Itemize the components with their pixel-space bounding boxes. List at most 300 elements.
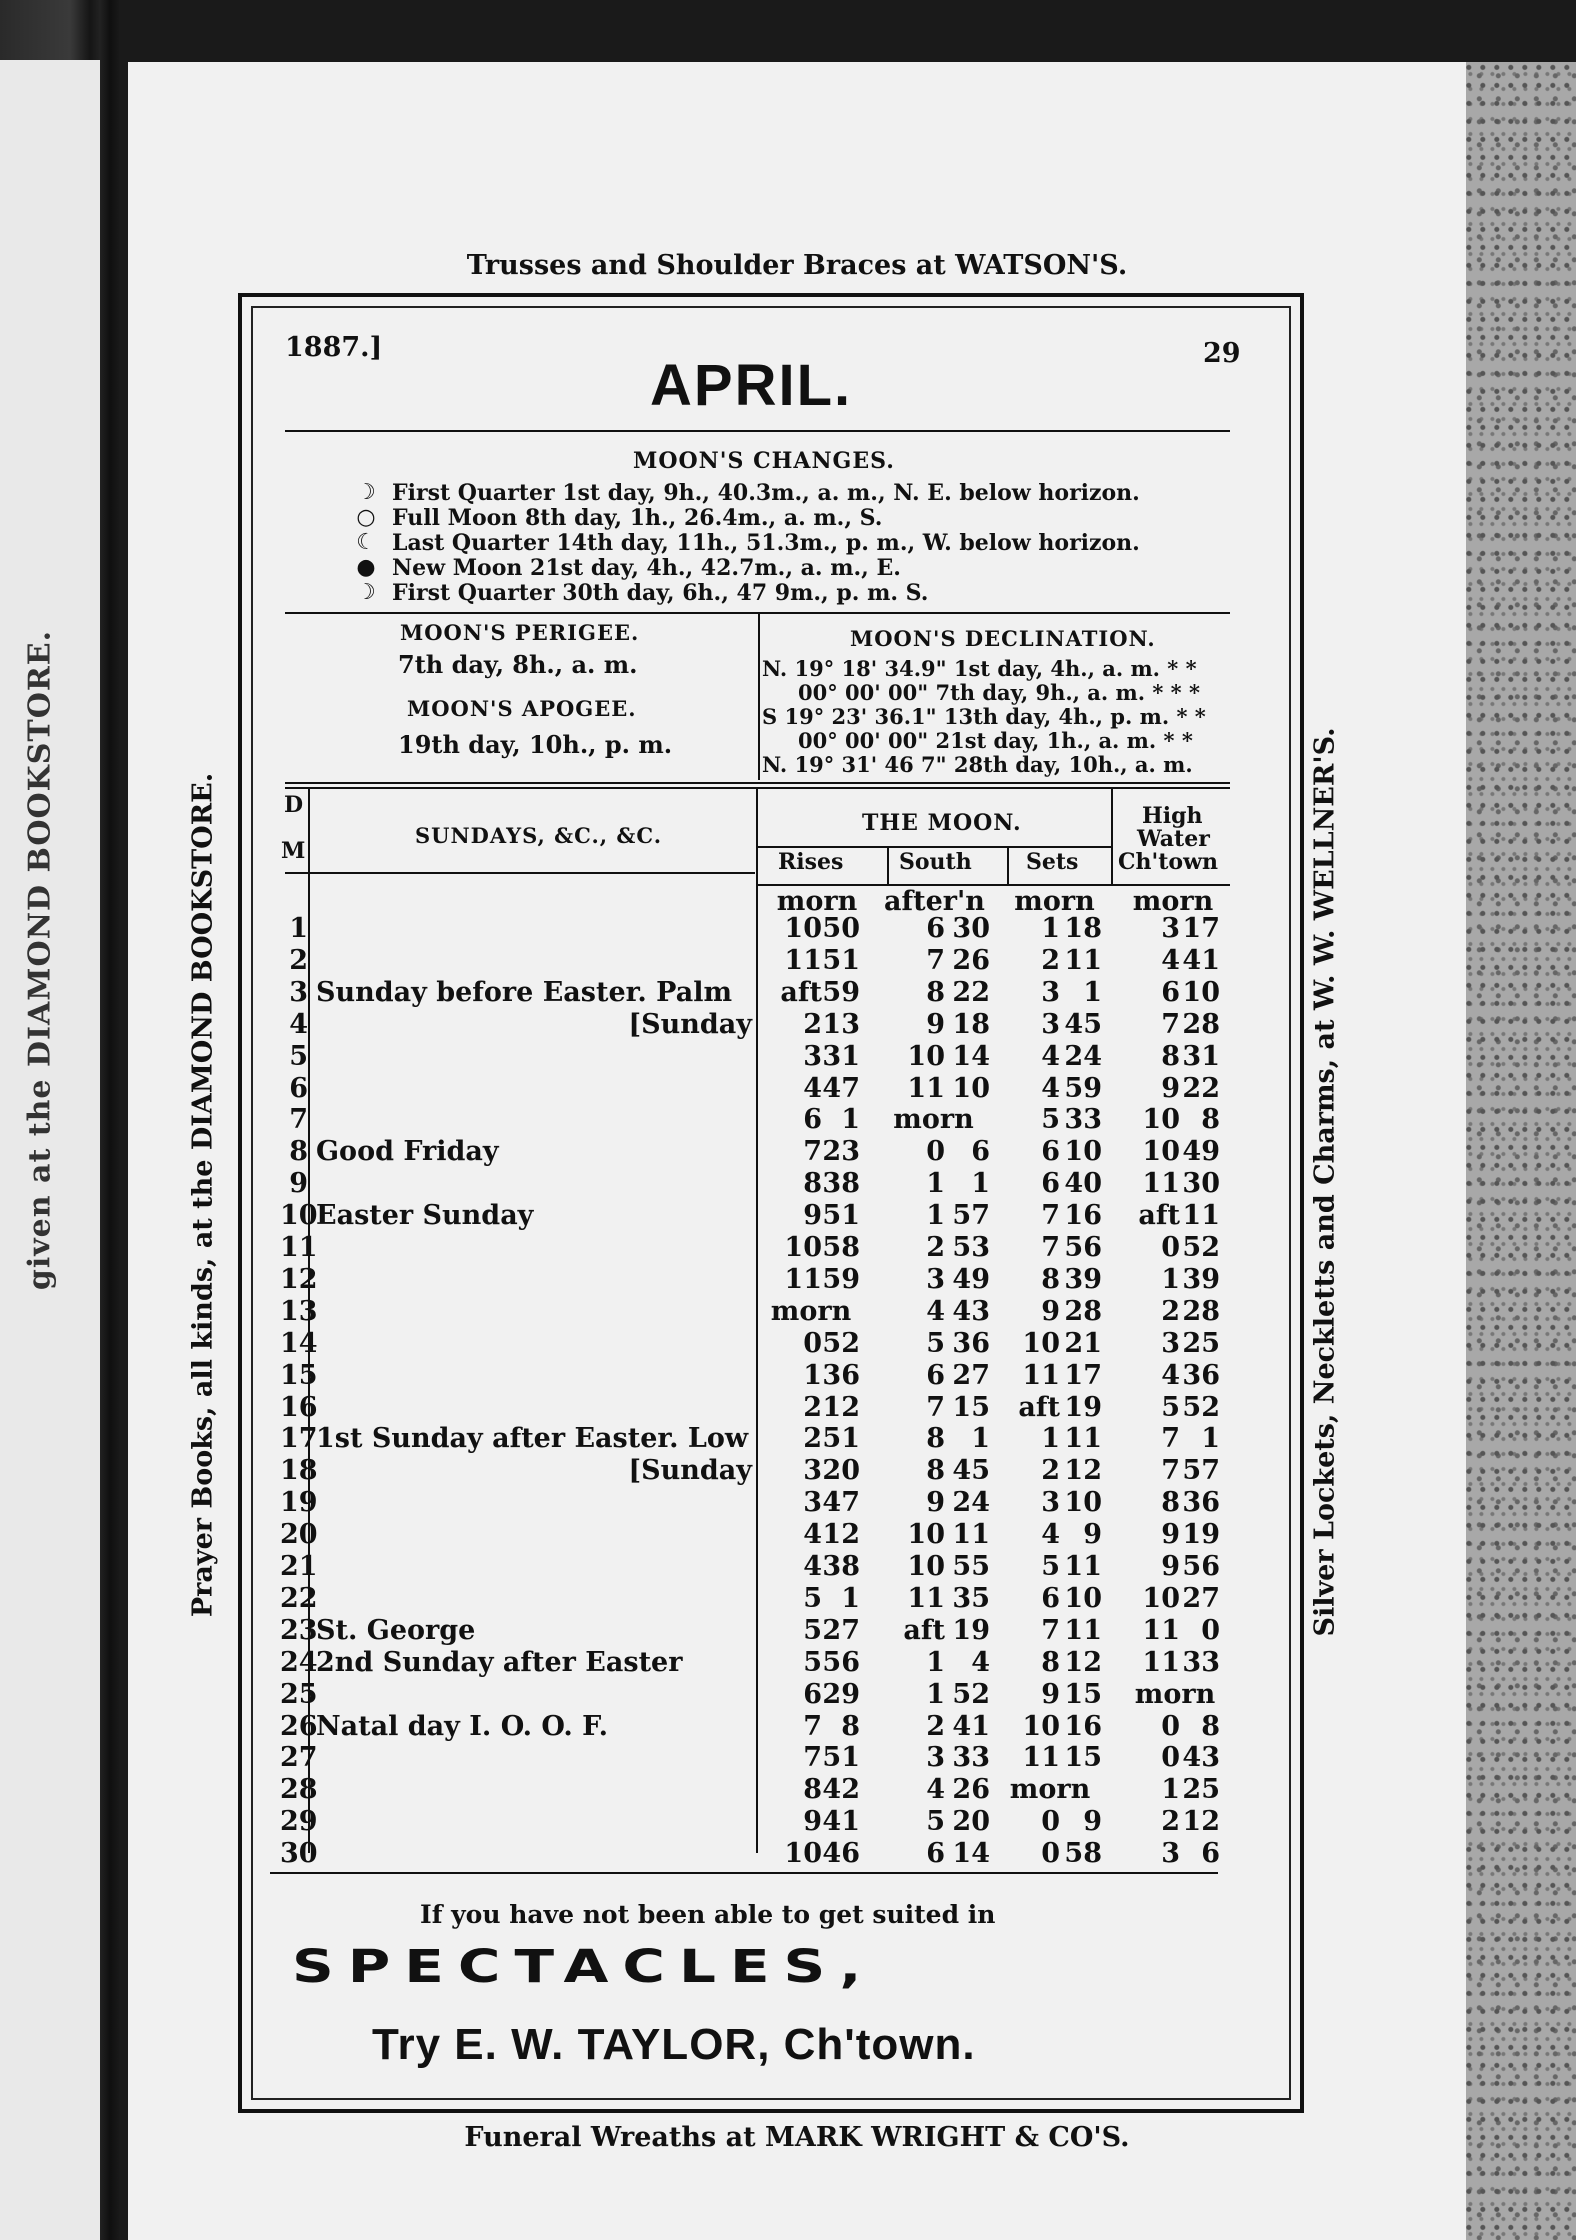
south-hour: 6 — [926, 1360, 945, 1391]
rises-minute: 29 — [822, 1679, 860, 1710]
top-advertisement: Trusses and Shoulder Braces at WATSON'S. — [466, 250, 1128, 281]
rises-minute: 47 — [822, 1073, 860, 1104]
previous-page-edge — [0, 60, 100, 2240]
rises-minute: 51 — [822, 1742, 860, 1773]
south-hour: 2 — [926, 1232, 945, 1263]
south-hour: 8 — [926, 1423, 945, 1454]
sets-hour: 2 — [1041, 1455, 1060, 1486]
rule-under-table — [270, 1872, 1218, 1874]
south-hour: 3 — [926, 1742, 945, 1773]
left-advertisement: Prayer Books, all kinds, at the DIAMOND BOOKSTORE. — [187, 772, 219, 1618]
rises-hour: 9 — [803, 1806, 822, 1837]
rises-hour: 4 — [803, 1551, 822, 1582]
sets-hour: 10 — [1022, 1328, 1060, 1359]
south-hour: 8 — [926, 977, 945, 1008]
day-number: 22 — [280, 1583, 318, 1614]
sets-minute: 10 — [1064, 1136, 1102, 1167]
day-event: 1st Sunday after Easter. Low — [316, 1423, 749, 1454]
sets-hour: 11 — [1022, 1742, 1060, 1773]
rises-minute: 56 — [822, 1647, 860, 1678]
apogee-heading: MOON'S APOGEE. — [407, 696, 637, 721]
hw-minute: 25 — [1182, 1328, 1220, 1359]
sets-hour: 4 — [1041, 1041, 1060, 1072]
south-sets-divider — [1007, 848, 1009, 885]
south-minute: 35 — [952, 1583, 990, 1614]
hw-hour: 7 — [1161, 1009, 1180, 1040]
sets-minute: 24 — [1064, 1041, 1102, 1072]
last-quarter-icon: ☾ — [356, 530, 376, 555]
hw-hour: 10 — [1142, 1136, 1180, 1167]
hw-hour: 1 — [1161, 1774, 1180, 1805]
hw-minute: 28 — [1182, 1009, 1220, 1040]
south-minute: 45 — [952, 1455, 990, 1486]
hw-minute: 10 — [1182, 977, 1220, 1008]
hw-minute: 19 — [1182, 1519, 1220, 1550]
spectacles-headline: SPECTACLES, — [292, 1940, 876, 1994]
hw-minute: 41 — [1182, 945, 1220, 976]
hw-minute: 52 — [1182, 1392, 1220, 1423]
south-minute: 33 — [952, 1742, 990, 1773]
south-hour: 7 — [926, 945, 945, 976]
hw-minute: 56 — [1182, 1551, 1220, 1582]
day-number: 17 — [280, 1423, 318, 1454]
rises-hour: 4 — [803, 1519, 822, 1550]
rises-minute: 47 — [822, 1487, 860, 1518]
south-minute: 4 — [971, 1647, 990, 1678]
south-hour: 1 — [926, 1200, 945, 1231]
rises-minute: 38 — [822, 1168, 860, 1199]
rises-hour: 11 — [784, 945, 822, 976]
day-number: 16 — [280, 1392, 318, 1423]
sets-minute: 17 — [1064, 1360, 1102, 1391]
hw-minute: 28 — [1182, 1296, 1220, 1327]
south-hour: 11 — [907, 1583, 945, 1614]
first-quarter-icon: ☽ — [356, 480, 376, 505]
hw-minute: 8 — [1201, 1104, 1220, 1135]
sets-minute: 59 — [1064, 1073, 1102, 1104]
hw-hour: 9 — [1161, 1519, 1180, 1550]
rises-minute: 41 — [822, 1806, 860, 1837]
rises-minute: 42 — [822, 1774, 860, 1805]
sets-minute: 21 — [1064, 1328, 1102, 1359]
sets-minute: 9 — [1083, 1519, 1102, 1550]
hw-minute: 22 — [1182, 1073, 1220, 1104]
sets-minute: 45 — [1064, 1009, 1102, 1040]
perigee-heading: MOON'S PERIGEE. — [400, 620, 640, 645]
day-number: 25 — [280, 1679, 318, 1710]
rises-minute: 51 — [822, 1423, 860, 1454]
sets-minute: 11 — [1064, 1551, 1102, 1582]
hw-hour: 3 — [1161, 1838, 1180, 1869]
hw-hour: 1 — [1161, 1264, 1180, 1295]
day-number: 10 — [280, 1200, 318, 1231]
day-number: 8 — [289, 1136, 308, 1167]
sets-hour: 11 — [1022, 1360, 1060, 1391]
day-number: 6 — [289, 1073, 308, 1104]
hw-minute: 25 — [1182, 1774, 1220, 1805]
hw-hour: 5 — [1161, 1392, 1180, 1423]
rises-hour: 5 — [803, 1615, 822, 1646]
day-number: 20 — [280, 1519, 318, 1550]
south-minute: 55 — [952, 1551, 990, 1582]
hw-hour: 10 — [1142, 1104, 1180, 1135]
rises-minute: 13 — [822, 1009, 860, 1040]
day-number: 23 — [280, 1615, 318, 1646]
sets-minute: 28 — [1064, 1296, 1102, 1327]
high-water-heading-1: High — [1142, 803, 1203, 829]
day-event: Natal day I. O. O. F. — [316, 1711, 609, 1742]
the-moon-heading: THE MOON. — [862, 810, 1022, 836]
hw-minute: 36 — [1182, 1360, 1220, 1391]
sets-minute: 10 — [1064, 1487, 1102, 1518]
day-number: 2 — [289, 945, 308, 976]
rises-hour: 1 — [803, 1360, 822, 1391]
south-minute: 24 — [952, 1487, 990, 1518]
sets-hour: 3 — [1041, 1487, 1060, 1518]
south-minute: 20 — [952, 1806, 990, 1837]
rises-minute: 52 — [822, 1328, 860, 1359]
hw-hour: aft — [1138, 1200, 1180, 1231]
hw-minute: 52 — [1182, 1232, 1220, 1263]
sets-hour: 8 — [1041, 1647, 1060, 1678]
hw-hour: 4 — [1161, 945, 1180, 976]
hw-minute: 0 — [1201, 1615, 1220, 1646]
declination-line: S 19° 23' 36.1" 13th day, 4h., p. m. * * — [762, 704, 1206, 729]
sets-hour: 5 — [1041, 1551, 1060, 1582]
rises-hour: 8 — [803, 1774, 822, 1805]
day-number: 5 — [289, 1041, 308, 1072]
rises-minute: 50 — [822, 913, 860, 944]
south-minute: 41 — [952, 1711, 990, 1742]
rises-south-divider — [887, 848, 889, 885]
rule-under-the-moon — [758, 846, 1111, 848]
dm-heading-month: M — [281, 838, 306, 864]
south-minute: 26 — [952, 1774, 990, 1805]
high-water-heading-3: Ch'town — [1118, 849, 1219, 875]
day-number: 30 — [280, 1838, 318, 1869]
day-event: Good Friday — [316, 1136, 499, 1167]
right-advertisement: Silver Lockets, Neckletts and Charms, at W. W. WELLNER'S. — [1309, 727, 1341, 1637]
south-minute: 27 — [952, 1360, 990, 1391]
sets-minute: 16 — [1064, 1711, 1102, 1742]
day-number: 21 — [280, 1551, 318, 1582]
south-minute: 15 — [952, 1392, 990, 1423]
south-hour: 6 — [926, 913, 945, 944]
day-number: 18 — [280, 1455, 318, 1486]
high-water-divider — [1111, 789, 1113, 885]
south-hour: 7 — [926, 1392, 945, 1423]
hw-minute: 30 — [1182, 1168, 1220, 1199]
sets-heading: Sets — [1026, 849, 1079, 875]
dm-heading-day: D — [284, 792, 304, 818]
south-hour: 2 — [926, 1711, 945, 1742]
rises-hour: 7 — [803, 1742, 822, 1773]
rises-hour: 8 — [803, 1168, 822, 1199]
south-hour: 8 — [926, 1455, 945, 1486]
sets-hour: 4 — [1041, 1073, 1060, 1104]
south-hour: 4 — [926, 1774, 945, 1805]
south-hour: 9 — [926, 1487, 945, 1518]
sets-minute: 11 — [1064, 1615, 1102, 1646]
rises-minute: 12 — [822, 1392, 860, 1423]
sets-minute: 19 — [1064, 1392, 1102, 1423]
sets-first-row: morn — [1014, 886, 1095, 917]
rises-minute: 51 — [822, 1200, 860, 1231]
hw-minute: 6 — [1201, 1838, 1220, 1869]
spectacles-vendor: Try E. W. TAYLOR, Ch'town. — [372, 2020, 976, 2069]
day-number: 11 — [280, 1232, 318, 1263]
rises-hour: 5 — [803, 1647, 822, 1678]
sets-minute: 15 — [1064, 1679, 1102, 1710]
day-number: 26 — [280, 1711, 318, 1742]
rises-hour: 0 — [803, 1328, 822, 1359]
day-number: 14 — [280, 1328, 318, 1359]
south-hour: 9 — [926, 1009, 945, 1040]
sets-minute: 11 — [1064, 945, 1102, 976]
rises-minute: 51 — [822, 945, 860, 976]
rises-minute: 59 — [822, 977, 860, 1008]
rule-under-title — [285, 430, 1230, 432]
hw-hour: 2 — [1161, 1806, 1180, 1837]
hw-hour: 6 — [1161, 977, 1180, 1008]
south-minute: 10 — [952, 1073, 990, 1104]
perigee-divider — [758, 614, 760, 780]
rises-hour: aft — [780, 977, 822, 1008]
day-number: 13 — [280, 1296, 318, 1327]
south-heading: South — [899, 849, 972, 875]
declination-line: N. 19° 18' 34.9" 1st day, 4h., a. m. * * — [762, 656, 1197, 681]
rises-hour: 3 — [803, 1455, 822, 1486]
sets-minute: 33 — [1064, 1104, 1102, 1135]
sets-hour: aft — [1018, 1392, 1060, 1423]
hw-minute: 17 — [1182, 913, 1220, 944]
sets-minute: 12 — [1064, 1455, 1102, 1486]
perigee-value: 7th day, 8h., a. m. — [398, 650, 638, 679]
rises-minute: 1 — [841, 1583, 860, 1614]
sets-hour: 7 — [1041, 1615, 1060, 1646]
hw-hour: 4 — [1161, 1360, 1180, 1391]
hw-hour: 9 — [1161, 1073, 1180, 1104]
south-hour: 4 — [926, 1296, 945, 1327]
south-hour: aft — [903, 1615, 945, 1646]
hw-hour: 0 — [1161, 1742, 1180, 1773]
rises-hour: 10 — [784, 1232, 822, 1263]
hw-minute: 31 — [1182, 1041, 1220, 1072]
rises-hour: 11 — [784, 1264, 822, 1295]
hw-minute: 49 — [1182, 1136, 1220, 1167]
south-minute: 14 — [952, 1838, 990, 1869]
rule-under-sundays-heading — [285, 872, 755, 874]
rises-heading: Rises — [778, 849, 844, 875]
sets-hour: 0 — [1041, 1806, 1060, 1837]
rises-minute: 38 — [822, 1551, 860, 1582]
bottom-advertisement: Funeral Wreaths at MARK WRIGHT & CO'S. — [464, 2122, 1130, 2153]
day-event: [Sunday — [628, 1009, 752, 1040]
hw-minute: 1 — [1201, 1423, 1220, 1454]
rises-minute: 36 — [822, 1360, 860, 1391]
sets-minute: 11 — [1064, 1423, 1102, 1454]
hw-value: morn — [1134, 1679, 1216, 1710]
rises-hour: 6 — [803, 1679, 822, 1710]
sets-value: morn — [1009, 1774, 1091, 1805]
hw-hour: 8 — [1161, 1487, 1180, 1518]
hw-hour: 0 — [1161, 1711, 1180, 1742]
rises-minute: 27 — [822, 1615, 860, 1646]
sets-minute: 40 — [1064, 1168, 1102, 1199]
page-edge-texture — [1466, 62, 1576, 2240]
south-minute: 1 — [971, 1168, 990, 1199]
rises-minute: 46 — [822, 1838, 860, 1869]
sets-hour: 4 — [1041, 1519, 1060, 1550]
sets-hour: 5 — [1041, 1104, 1060, 1135]
south-minute: 43 — [952, 1296, 990, 1327]
hw-hour: 11 — [1142, 1647, 1180, 1678]
south-hour: 1 — [926, 1168, 945, 1199]
south-first-row: after'n — [884, 886, 985, 917]
declination-heading: MOON'S DECLINATION. — [850, 626, 1156, 651]
day-number: 12 — [280, 1264, 318, 1295]
day-number: 3 — [289, 977, 308, 1008]
hw-minute: 27 — [1182, 1583, 1220, 1614]
hw-hour: 2 — [1161, 1296, 1180, 1327]
new-moon-icon: ● — [356, 555, 376, 580]
hw-minute: 36 — [1182, 1487, 1220, 1518]
south-hour: 0 — [926, 1136, 945, 1167]
day-event: St. George — [316, 1615, 476, 1646]
sets-hour: 9 — [1041, 1296, 1060, 1327]
sets-minute: 15 — [1064, 1742, 1102, 1773]
rises-hour: 2 — [803, 1423, 822, 1454]
south-hour: 10 — [907, 1519, 945, 1550]
hw-minute: 43 — [1182, 1742, 1220, 1773]
rises-minute: 12 — [822, 1519, 860, 1550]
sets-hour: 8 — [1041, 1264, 1060, 1295]
sets-minute: 10 — [1064, 1583, 1102, 1614]
south-hour: 1 — [926, 1679, 945, 1710]
sets-hour: 9 — [1041, 1679, 1060, 1710]
rises-minute: 23 — [822, 1136, 860, 1167]
hw-minute: 39 — [1182, 1264, 1220, 1295]
rises-hour: 3 — [803, 1041, 822, 1072]
first-quarter-icon: ☽ — [356, 580, 376, 605]
sets-minute: 12 — [1064, 1647, 1102, 1678]
hw-hour: 3 — [1161, 1328, 1180, 1359]
rises-hour: 2 — [803, 1392, 822, 1423]
day-number: 24 — [280, 1647, 318, 1678]
sets-minute: 18 — [1064, 913, 1102, 944]
hw-hour: 9 — [1161, 1551, 1180, 1582]
hw-hour: 8 — [1161, 1041, 1180, 1072]
rises-minute: 31 — [822, 1041, 860, 1072]
rises-minute: 58 — [822, 1232, 860, 1263]
hw-minute: 8 — [1201, 1711, 1220, 1742]
declination-line: 00° 00' 00" 21st day, 1h., a. m. * * — [798, 728, 1193, 753]
hw-hour: 3 — [1161, 913, 1180, 944]
south-value: morn — [893, 1104, 974, 1135]
sets-hour: 10 — [1022, 1711, 1060, 1742]
hw-hour: 7 — [1161, 1423, 1180, 1454]
day-number: 9 — [289, 1168, 308, 1199]
previous-page-text: given at the DIAMOND BOOKSTORE. — [22, 629, 58, 1291]
day-number: 7 — [289, 1104, 308, 1135]
year-label: 1887.] — [285, 332, 383, 363]
page-number: 29 — [1203, 338, 1241, 369]
moon-change-line: Last Quarter 14th day, 11h., 51.3m., p. m., W. below horizon. — [392, 530, 1140, 556]
hw-hour: 7 — [1161, 1455, 1180, 1486]
sets-hour: 3 — [1041, 1009, 1060, 1040]
south-minute: 53 — [952, 1232, 990, 1263]
sundays-heading: SUNDAYS, &C., &C. — [415, 823, 663, 848]
hw-hour: 11 — [1142, 1168, 1180, 1199]
day-number: 28 — [280, 1774, 318, 1805]
south-hour: 5 — [926, 1328, 945, 1359]
day-event: 2nd Sunday after Easter — [316, 1647, 683, 1678]
moon-change-line: Full Moon 8th day, 1h., 26.4m., a. m., S. — [392, 505, 883, 531]
sets-minute: 9 — [1083, 1806, 1102, 1837]
month-title: APRIL. — [650, 353, 853, 418]
south-minute: 1 — [971, 1423, 990, 1454]
south-minute: 26 — [952, 945, 990, 976]
rises-hour: 7 — [803, 1711, 822, 1742]
rises-minute: 1 — [841, 1104, 860, 1135]
day-number: 19 — [280, 1487, 318, 1518]
sets-minute: 58 — [1064, 1838, 1102, 1869]
rises-hour: 7 — [803, 1136, 822, 1167]
rises-hour: 5 — [803, 1583, 822, 1614]
hw-hour: 10 — [1142, 1583, 1180, 1614]
day-number: 4 — [289, 1009, 308, 1040]
high-water-first-row: morn — [1132, 886, 1214, 917]
rises-hour: 10 — [784, 913, 822, 944]
day-event: Sunday before Easter. Palm — [316, 977, 733, 1008]
south-minute: 6 — [971, 1136, 990, 1167]
sets-hour: 2 — [1041, 945, 1060, 976]
hw-minute: 11 — [1182, 1200, 1220, 1231]
sets-hour: 7 — [1041, 1200, 1060, 1231]
rises-hour: 6 — [803, 1104, 822, 1135]
south-minute: 18 — [952, 1009, 990, 1040]
sets-hour: 6 — [1041, 1583, 1060, 1614]
sets-hour: 7 — [1041, 1232, 1060, 1263]
rises-hour: 2 — [803, 1009, 822, 1040]
hw-hour: 11 — [1142, 1615, 1180, 1646]
rises-first-row: morn — [776, 886, 858, 917]
moon-change-line: First Quarter 1st day, 9h., 40.3m., a. m., N. E. below horizon. — [392, 480, 1140, 506]
rises-minute: 59 — [822, 1264, 860, 1295]
sets-hour: 6 — [1041, 1168, 1060, 1199]
day-number: 15 — [280, 1360, 318, 1391]
rises-minute: 8 — [841, 1711, 860, 1742]
sets-minute: 1 — [1083, 977, 1102, 1008]
south-hour: 11 — [907, 1073, 945, 1104]
hw-minute: 57 — [1182, 1455, 1220, 1486]
sets-hour: 6 — [1041, 1136, 1060, 1167]
rises-hour: 3 — [803, 1487, 822, 1518]
sets-hour: 1 — [1041, 1423, 1060, 1454]
sets-hour: 3 — [1041, 977, 1060, 1008]
south-hour: 10 — [907, 1551, 945, 1582]
south-minute: 11 — [952, 1519, 990, 1550]
declination-line: N. 19° 31' 46 7" 28th day, 10h., a. m. — [762, 752, 1193, 777]
moon-change-line: New Moon 21st day, 4h., 42.7m., a. m., E. — [392, 555, 901, 581]
sets-minute: 56 — [1064, 1232, 1102, 1263]
south-hour: 6 — [926, 1838, 945, 1869]
day-event: Easter Sunday — [316, 1200, 534, 1231]
spectacles-intro: If you have not been able to get suited in — [420, 1900, 996, 1929]
moons-changes-heading: MOON'S CHANGES. — [633, 448, 895, 474]
apogee-value: 19th day, 10h., p. m. — [398, 730, 673, 759]
rises-hour: 10 — [784, 1838, 822, 1869]
